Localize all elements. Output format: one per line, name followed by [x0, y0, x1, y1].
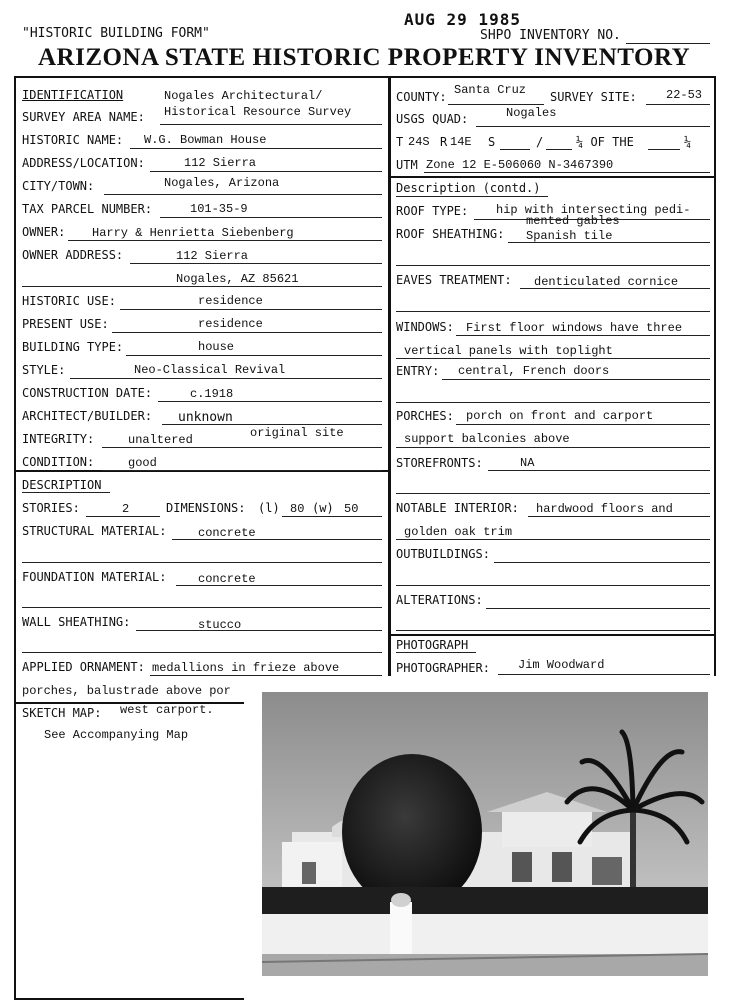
structural-material-line	[172, 539, 382, 540]
wall-sheathing-label: WALL SHEATHING:	[22, 615, 131, 629]
owner-label: OWNER:	[22, 225, 66, 239]
photograph-heading-underline	[396, 652, 476, 653]
house-photograph	[262, 692, 708, 976]
range-prefix: R	[440, 135, 448, 149]
roof-sheathing-value: Spanish tile	[526, 229, 613, 243]
survey-area-line	[160, 124, 382, 125]
eaves-line	[520, 288, 710, 289]
dimensions-label: DIMENSIONS:	[166, 501, 246, 515]
notable-interior-label: NOTABLE INTERIOR:	[396, 501, 519, 515]
historic-use-line	[120, 309, 382, 310]
roof-type-line	[474, 219, 710, 220]
county-line	[448, 104, 544, 105]
foundation-blank-line	[22, 607, 382, 608]
porches-value-2: support balconies above	[404, 432, 570, 446]
alterations-blank-line	[396, 630, 710, 631]
integrity-site-value: original site	[250, 426, 344, 440]
historic-use-value: residence	[198, 294, 263, 308]
porches-line-2	[396, 447, 710, 448]
county-value: Santa Cruz	[454, 83, 527, 97]
photographer-value: Jim Woodward	[518, 658, 605, 672]
notable-interior-line-1	[528, 516, 710, 517]
dimension-width-label: (w)	[312, 501, 334, 515]
roof-type-value-1: hip with intersecting pedi-	[496, 203, 691, 217]
storefronts-line	[488, 470, 710, 471]
identification-heading: IDENTIFICATION	[22, 88, 124, 102]
outbuildings-blank-line	[396, 585, 710, 586]
architect-value: unknown	[178, 410, 233, 425]
section-label: S	[488, 135, 496, 149]
tax-parcel-label: TAX PARCEL NUMBER:	[22, 202, 153, 216]
city-line	[104, 194, 382, 195]
quarter-line-1	[546, 149, 572, 150]
usgs-quad-line	[476, 126, 710, 127]
entry-blank-line	[396, 402, 710, 403]
description-contd-underline	[396, 196, 548, 197]
entry-label: ENTRY:	[396, 364, 440, 378]
historic-name-label: HISTORIC NAME:	[22, 133, 124, 147]
owner-line	[68, 240, 382, 241]
quarter-of-the: ¼ OF THE	[576, 135, 634, 149]
windows-value-2: vertical panels with toplight	[404, 344, 613, 358]
description-contd-box	[389, 176, 716, 636]
quarter-line-2	[648, 149, 680, 150]
foundation-material-value: concrete	[198, 572, 256, 586]
county-label: COUNTY:	[396, 90, 447, 104]
roof-sheathing-label: ROOF SHEATHING:	[396, 227, 505, 241]
present-use-value: residence	[198, 317, 263, 331]
porches-line-1	[456, 424, 710, 425]
shpo-inventory-label: SHPO INVENTORY NO.	[480, 28, 621, 43]
present-use-label: PRESENT USE:	[22, 317, 109, 331]
tax-parcel-line	[160, 217, 382, 218]
owner-address-line-2	[22, 286, 382, 287]
eaves-label: EAVES TREATMENT:	[396, 273, 512, 287]
utm-label: UTM	[396, 158, 418, 172]
quarter-end: ¼	[684, 135, 692, 149]
section-line	[500, 149, 530, 150]
survey-site-label: SURVEY SITE:	[550, 90, 637, 104]
porches-label: PORCHES:	[396, 409, 454, 423]
survey-site-line	[646, 104, 710, 105]
owner-address-value-2: Nogales, AZ 85621	[176, 272, 299, 286]
applied-ornament-value-1: medallions in frieze above	[152, 661, 340, 675]
slash: /	[536, 135, 544, 149]
architect-line	[162, 424, 382, 425]
address-line	[150, 171, 382, 172]
applied-ornament-label: APPLIED ORNAMENT:	[22, 660, 145, 674]
township-value: 24S	[408, 135, 430, 149]
photograph-heading: PHOTOGRAPH	[396, 638, 469, 652]
applied-ornament-value-2: porches, balustrade above por	[22, 684, 231, 698]
form-name: "HISTORIC BUILDING FORM"	[22, 26, 210, 41]
roof-blank-line	[396, 265, 710, 266]
wall-sheathing-value: stucco	[198, 618, 242, 632]
dimension-length-label: (l)	[258, 501, 280, 515]
dimension-length-value: 80	[290, 502, 305, 516]
eaves-blank-line	[396, 311, 710, 312]
notable-interior-line-2	[396, 539, 710, 540]
wall-blank-line	[22, 652, 382, 653]
historic-name-line	[130, 148, 382, 149]
structural-material-value: concrete	[198, 526, 256, 540]
usgs-quad-value: Nogales	[506, 106, 557, 120]
eaves-value: denticulated cornice	[534, 275, 679, 289]
photographer-label: PHOTOGRAPHER:	[396, 661, 490, 675]
applied-ornament-value-3: west carport.	[120, 703, 214, 717]
entry-line	[442, 379, 710, 380]
survey-area-value-1: Nogales Architectural/	[164, 89, 323, 103]
storefronts-label: STOREFRONTS:	[396, 456, 483, 470]
roof-sheathing-line	[508, 242, 710, 243]
owner-address-value-1: 112 Sierra	[176, 249, 249, 263]
date-stamp: AUG 29 1985	[404, 10, 521, 29]
description-heading: DESCRIPTION	[22, 478, 102, 492]
historic-use-label: HISTORIC USE:	[22, 294, 116, 308]
description-heading-underline	[22, 492, 110, 493]
style-value: Neo-Classical Revival	[134, 363, 286, 377]
owner-value: Harry & Henrietta Siebenberg	[92, 226, 294, 240]
photographer-line	[498, 674, 710, 675]
foundation-material-line	[176, 585, 382, 586]
storefronts-value: NA	[520, 456, 535, 470]
integrity-value: unaltered	[128, 433, 193, 447]
usgs-quad-label: USGS QUAD:	[396, 112, 469, 126]
building-type-label: BUILDING TYPE:	[22, 340, 124, 354]
township-prefix: T	[396, 135, 404, 149]
stories-line	[86, 516, 160, 517]
windows-value-1: First floor windows have three	[466, 321, 683, 335]
condition-label: CONDITION:	[22, 455, 95, 469]
present-use-line	[112, 332, 382, 333]
wall-sheathing-line	[136, 630, 382, 631]
sketch-map-note: See Accompanying Map	[44, 728, 189, 742]
foundation-material-label: FOUNDATION MATERIAL:	[22, 570, 167, 584]
windows-label: WINDOWS:	[396, 320, 454, 334]
integrity-label: INTEGRITY:	[22, 432, 95, 446]
city-label: CITY/TOWN:	[22, 179, 95, 193]
building-type-line	[126, 355, 382, 356]
stories-label: STORIES:	[22, 501, 80, 515]
structural-blank-line	[22, 562, 382, 563]
utm-value: Zone 12 E-506060 N-3467390	[426, 158, 614, 172]
survey-area-value-2: Historical Resource Survey	[164, 105, 352, 119]
integrity-line	[102, 447, 382, 448]
notable-interior-value-2: golden oak trim	[404, 525, 513, 539]
survey-area-label: SURVEY AREA NAME:	[22, 110, 145, 124]
storefronts-blank-line	[396, 493, 710, 494]
tax-parcel-value: 101-35-9	[190, 202, 248, 216]
porches-value-1: porch on front and carport	[466, 409, 654, 423]
windows-line-2	[396, 358, 710, 359]
construction-date-line	[158, 401, 382, 402]
alterations-label: ALTERATIONS:	[396, 593, 483, 607]
address-label: ADDRESS/LOCATION:	[22, 156, 145, 170]
alterations-line	[486, 608, 710, 609]
outbuildings-label: OUTBUILDINGS:	[396, 547, 490, 561]
roof-type-label: ROOF TYPE:	[396, 204, 469, 218]
city-value: Nogales, Arizona	[164, 176, 280, 190]
sketch-map-label: SKETCH MAP:	[22, 706, 102, 720]
construction-date-label: CONSTRUCTION DATE:	[22, 386, 153, 400]
style-label: STYLE:	[22, 363, 66, 377]
roof-type-value-2: mented gables	[526, 214, 620, 228]
description-contd-heading: Description (contd.)	[396, 181, 541, 195]
range-value: 14E	[450, 135, 472, 149]
survey-site-value: 22-53	[666, 88, 703, 102]
owner-address-line-1	[130, 263, 382, 264]
notable-interior-value-1: hardwood floors and	[536, 502, 673, 516]
dimension-width-value: 50	[344, 502, 359, 516]
outbuildings-line	[494, 562, 710, 563]
architect-label: ARCHITECT/BUILDER:	[22, 409, 153, 423]
sketch-map-box	[14, 702, 254, 1000]
utm-line	[424, 172, 710, 173]
historic-name-value: W.G. Bowman House	[144, 133, 267, 147]
page-title: ARIZONA STATE HISTORIC PROPERTY INVENTORY	[38, 44, 691, 71]
address-value: 112 Sierra	[184, 156, 257, 170]
owner-address-label: OWNER ADDRESS:	[22, 248, 124, 262]
entry-value: central, French doors	[458, 364, 610, 378]
windows-line-1	[456, 335, 710, 336]
condition-value: good	[128, 456, 157, 470]
condition-line	[102, 470, 382, 471]
building-type-value: house	[198, 340, 235, 354]
style-line	[70, 378, 382, 379]
stories-value: 2	[122, 502, 130, 516]
structural-material-label: STRUCTURAL MATERIAL:	[22, 524, 167, 538]
construction-date-value: c.1918	[190, 387, 234, 401]
dimensions-line	[282, 516, 382, 517]
